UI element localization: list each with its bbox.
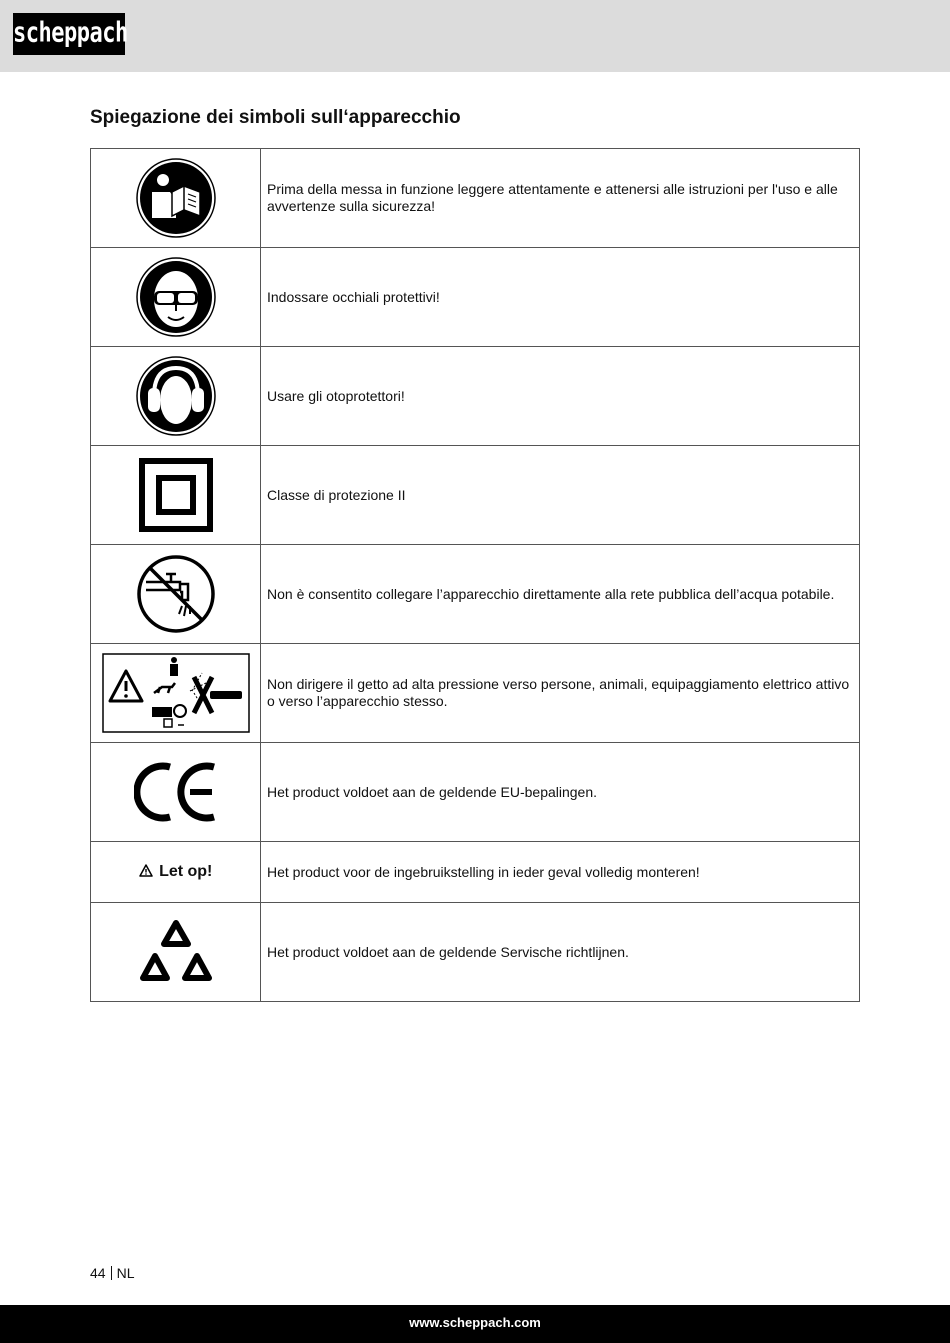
page-header bbox=[0, 0, 950, 72]
table-row bbox=[91, 149, 860, 248]
ear-protection-icon bbox=[136, 356, 216, 436]
protection-class-2-icon bbox=[139, 458, 213, 532]
table-row bbox=[91, 347, 860, 446]
language-code: NL bbox=[116, 1265, 135, 1281]
table-row bbox=[91, 743, 860, 842]
table-row bbox=[91, 545, 860, 644]
scheppach-logo: scheppach bbox=[13, 13, 125, 55]
symbol-description: Usare gli otoprotettori! bbox=[261, 347, 860, 446]
table-row bbox=[91, 644, 860, 743]
symbol-description: Het product voldoet aan de geldende Servische richtlijnen. bbox=[261, 903, 860, 1002]
no-drinking-water-connection-icon bbox=[136, 554, 216, 634]
high-pressure-jet-warning-icon bbox=[102, 653, 250, 733]
symbol-description: Non dirigere il getto ad alta pressione verso persone, animali, equipaggiamento elettrico attivo o verso l’apparecchio stesso. bbox=[261, 644, 860, 743]
table-row bbox=[91, 842, 860, 903]
symbol-description: Het product voor de ingebruikstelling in ieder geval volledig monteren! bbox=[261, 842, 860, 903]
footer-bar bbox=[0, 1305, 950, 1343]
symbol-description: Het product voldoet aan de geldende EU-bepalingen. bbox=[261, 743, 860, 842]
warning-triangle-icon bbox=[139, 864, 153, 877]
symbol-description: Non è consentito collegare l’apparecchio direttamente alla rete pubblica dell’acqua potabile. bbox=[261, 545, 860, 644]
page-number: 44 bbox=[90, 1265, 106, 1281]
read-manual-icon bbox=[136, 158, 216, 238]
page-title: Spiegazione dei simboli sull‘apparecchio bbox=[90, 107, 461, 128]
symbol-description: Prima della messa in funzione leggere attentamente e attenersi alle istruzioni per l'uso e alle avvertenze sulla sicurezza! bbox=[261, 149, 860, 248]
symbol-description: Indossare occhiali protettivi! bbox=[261, 248, 860, 347]
warning-label-text: Let op! bbox=[159, 863, 213, 880]
ce-mark-icon bbox=[134, 761, 218, 823]
table-row bbox=[91, 903, 860, 1002]
symbols-table bbox=[90, 148, 860, 1002]
symbol-description: Classe di protezione II bbox=[261, 446, 860, 545]
serbian-conformity-icon bbox=[139, 920, 213, 984]
table-row bbox=[91, 248, 860, 347]
warning-label bbox=[139, 863, 213, 880]
footer-divider bbox=[111, 1266, 112, 1280]
safety-goggles-icon bbox=[136, 257, 216, 337]
website-link[interactable]: www.scheppach.com bbox=[409, 1315, 541, 1330]
page-footer-label bbox=[90, 1265, 134, 1281]
table-row bbox=[91, 446, 860, 545]
